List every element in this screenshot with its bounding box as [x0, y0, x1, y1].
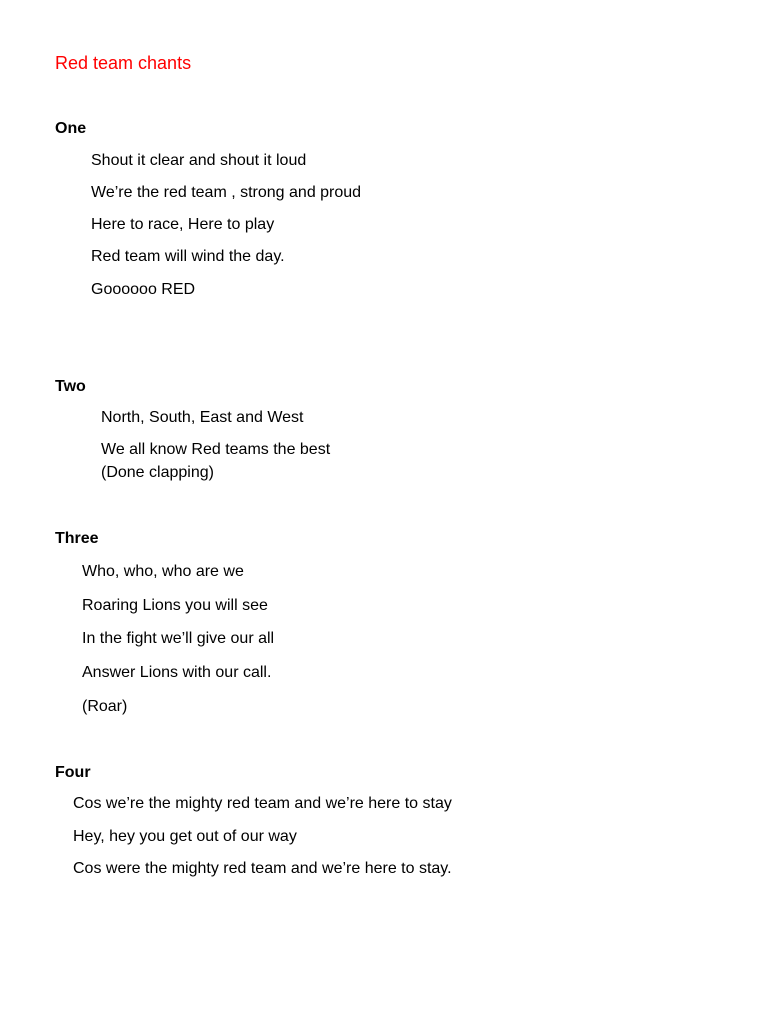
chant-three-line: Who, who, who are we — [82, 563, 244, 580]
chant-one-line: Shout it clear and shout it loud — [91, 152, 307, 169]
chant-three-line: Answer Lions with our call. — [82, 664, 272, 681]
chant-two-line: North, South, East and West — [101, 409, 304, 426]
chant-heading-one: One — [55, 120, 87, 137]
chant-one-line: We’re the red team , strong and proud — [91, 184, 362, 201]
document-title: Red team chants — [55, 53, 192, 73]
chant-two-line: (Done clapping) — [101, 464, 214, 481]
chant-three-line: Roaring Lions you will see — [82, 597, 268, 614]
chant-one-line: Here to race, Here to play — [91, 216, 275, 233]
chant-four-line: Cos were the mighty red team and we’re here to stay. — [73, 860, 452, 877]
chant-three-line: (Roar) — [82, 698, 128, 715]
chant-heading-four: Four — [55, 764, 91, 781]
chant-three-line: In the fight we’ll give our all — [82, 630, 275, 647]
chant-four-line: Hey, hey you get out of our way — [73, 828, 297, 845]
chant-one-line: Red team will wind the day. — [91, 248, 285, 265]
chant-heading-three: Three — [55, 530, 99, 547]
chant-heading-two: Two — [55, 378, 86, 395]
chant-four-line: Cos we’re the mighty red team and we’re here to stay — [73, 795, 452, 812]
chant-one-line: Goooooo RED — [91, 281, 196, 298]
chant-two-line: We all know Red teams the best — [101, 441, 331, 458]
